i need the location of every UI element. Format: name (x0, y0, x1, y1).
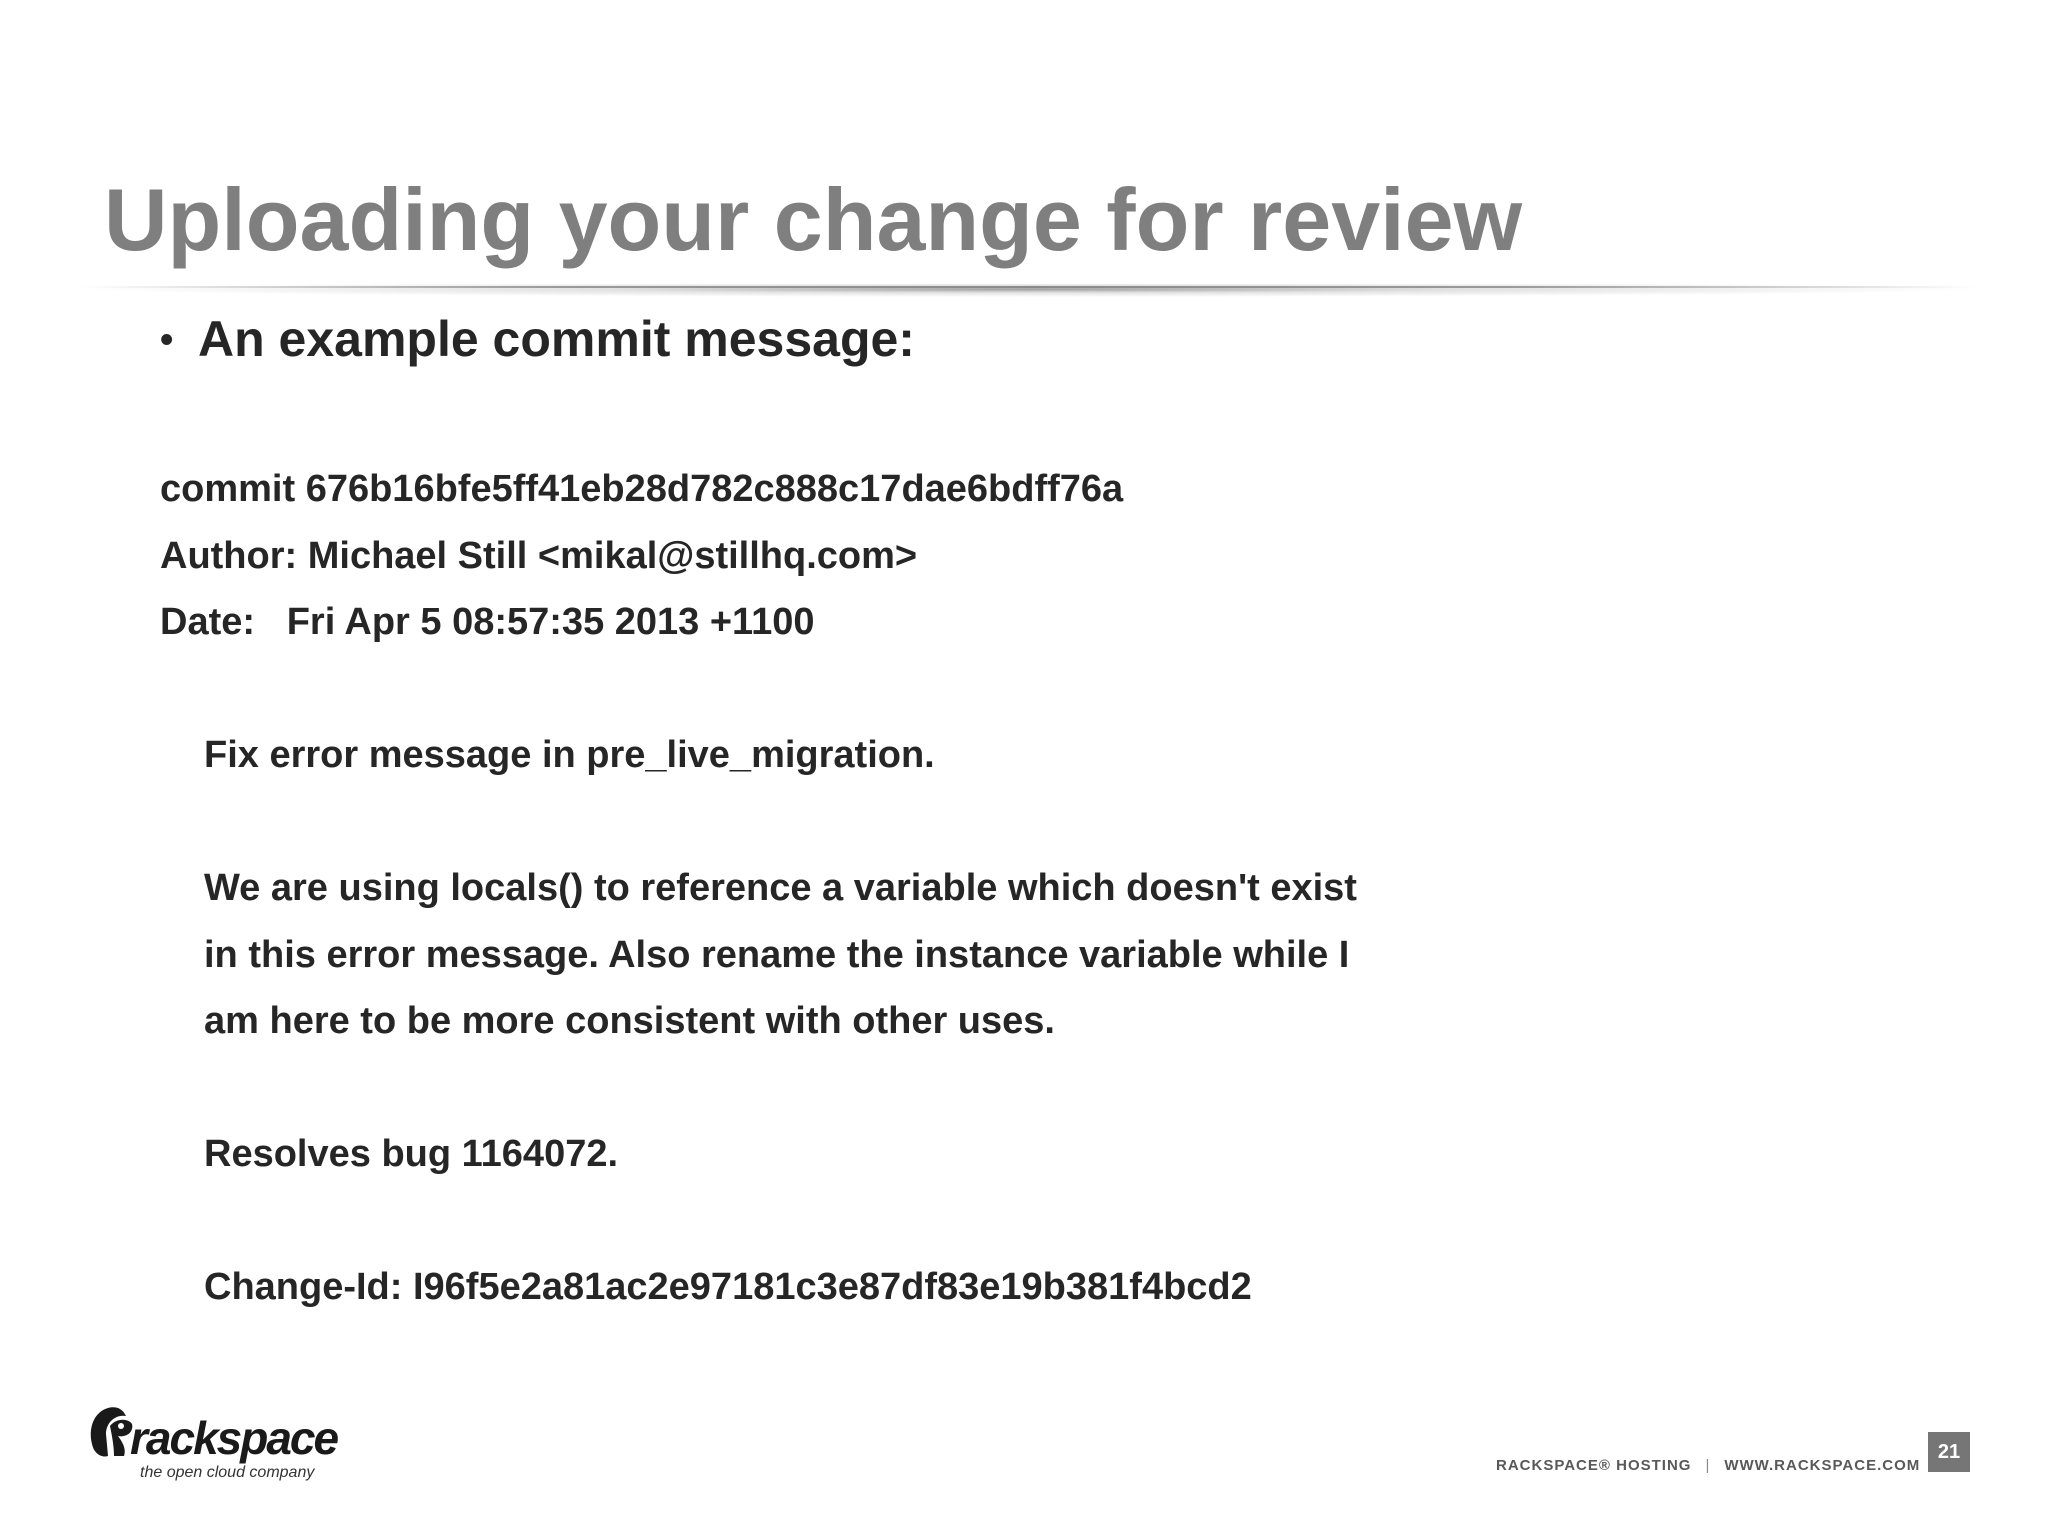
blank-line (160, 1055, 1357, 1122)
commit-bug-line: Resolves bug 1164072. (204, 1133, 619, 1175)
commit-body-line: am here to be more consistent with other uses. (204, 1000, 1055, 1042)
blank-line (160, 1188, 1357, 1255)
rackspace-logo-mark-icon (91, 1407, 133, 1456)
bullet-icon: • (160, 319, 174, 361)
title-divider (80, 286, 1980, 288)
commit-author-line: Author: Michael Still <mikal@stillhq.com> (160, 534, 918, 577)
logo-tagline: the open cloud company (140, 1464, 315, 1481)
commit-summary-line: Fix error message in pre_live_migration. (204, 734, 935, 776)
commit-message (160, 456, 1357, 1321)
footer-company: RACKSPACE® HOSTING (1496, 1457, 1692, 1474)
footer-separator: | (1705, 1457, 1711, 1474)
bullet-item (160, 310, 915, 368)
logo-wordmark: rackspace (130, 1412, 338, 1464)
footer-website: WWW.RACKSPACE.COM (1724, 1457, 1921, 1474)
bullet-text: An example commit message: (198, 311, 915, 367)
commit-change-id-line: Change-Id: I96f5e2a81ac2e97181c3e87df83e19b381f4bcd2 (204, 1266, 1252, 1308)
commit-body-line: We are using locals() to reference a variable which doesn't exist (204, 867, 1357, 909)
rackspace-logo (86, 1404, 346, 1486)
commit-date-line: Date: Fri Apr 5 08:57:35 2013 +1100 (160, 601, 815, 643)
commit-body-line: in this error message. Also rename the instance variable while I (204, 933, 1350, 976)
blank-line (160, 789, 1357, 856)
page-number-badge: 21 (1928, 1432, 1970, 1472)
slide-title: Uploading your change for review (104, 170, 1523, 269)
footer-info (1496, 1457, 1920, 1474)
blank-line (160, 656, 1357, 723)
commit-hash-line: commit 676b16bfe5ff41eb28d782c888c17dae6bdff76a (160, 468, 1124, 510)
